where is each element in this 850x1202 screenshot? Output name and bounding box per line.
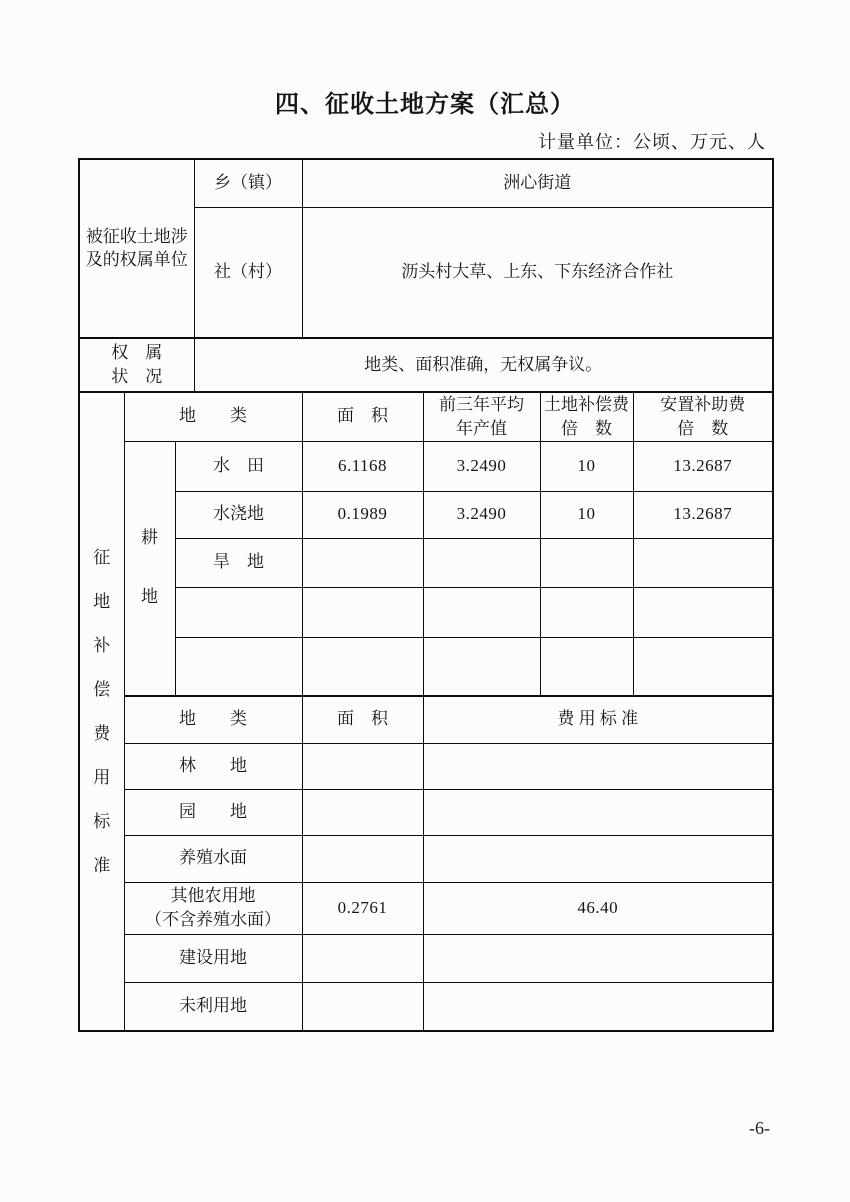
irrigated-area: 0.1989: [302, 491, 423, 538]
empty-cell: [633, 587, 773, 637]
land-type-construction: 建设用地: [124, 934, 302, 982]
compensation-section-vertical-text: [80, 393, 124, 1030]
table-header-row: [79, 392, 773, 441]
table-row: [79, 338, 773, 392]
land-type-forest: 林 地: [124, 743, 302, 789]
table-row: [79, 637, 773, 696]
empty-cell: [423, 637, 540, 696]
header-area-b: 面 积: [302, 696, 423, 744]
paddy-area: 6.1168: [302, 441, 423, 491]
ownership-units-label: 被征收土地涉及的权属单位: [79, 159, 194, 338]
empty-cell: [633, 637, 773, 696]
land-type-aquaculture: 养殖水面: [124, 835, 302, 882]
irrigated-resettle-multiplier: 13.2687: [633, 491, 773, 538]
header-land-comp-line2: 倍 数: [561, 418, 612, 438]
page-title: 四、征收土地方案（汇总）: [275, 91, 575, 118]
cultivated-land-group-label: [124, 441, 175, 696]
page-number: -6-: [749, 1118, 770, 1138]
tenure-status-value: 地类、面积准确，无权属争议。: [194, 338, 773, 392]
village-label: 社（村）: [194, 208, 302, 339]
table-row: [79, 835, 773, 882]
header-land-type-b: 地 类: [124, 696, 302, 744]
township-label: 乡（镇）: [194, 159, 302, 208]
table-row: [79, 491, 773, 538]
empty-cell: [540, 587, 633, 637]
table-row: [79, 159, 773, 208]
empty-cell: [302, 587, 423, 637]
tenure-status-label-line1: 权 属: [111, 343, 163, 363]
construction-fee: [423, 934, 773, 982]
empty-cell: [540, 637, 633, 696]
other-agricultural-line2: （不含养殖水面）: [145, 910, 281, 930]
other-agricultural-line1: 其他农用地: [170, 886, 256, 906]
table-row: [79, 538, 773, 587]
vertical-char: 标: [93, 811, 111, 831]
header-area-a: 面 积: [302, 392, 423, 441]
dry-land-comp-multiplier: [540, 538, 633, 587]
table-row: [79, 743, 773, 789]
garden-fee: [423, 789, 773, 835]
table-header-row: [79, 696, 773, 744]
paddy-avg-output: 3.2490: [423, 441, 540, 491]
aquaculture-area: [302, 835, 423, 882]
compensation-section-label: [79, 392, 124, 1031]
township-value: 洲心街道: [302, 159, 773, 208]
irrigated-avg-output: 3.2490: [423, 491, 540, 538]
paddy-resettle-multiplier: 13.2687: [633, 441, 773, 491]
table-row: [79, 789, 773, 835]
vertical-char: 耕: [141, 528, 158, 548]
units-note: 计量单位：公顷、万元、人: [538, 132, 766, 152]
header-land-comp-line1: 土地补偿费: [544, 395, 629, 414]
header-land-type-a: 地 类: [124, 392, 302, 441]
vertical-char: 偿: [93, 679, 111, 699]
header-fee-standard: 费 用 标 准: [423, 696, 773, 744]
unused-area: [302, 982, 423, 1031]
header-land-comp-multiplier: [540, 392, 633, 441]
dry-resettle-multiplier: [633, 538, 773, 587]
land-type-dry: 旱 地: [175, 538, 302, 587]
header-avg-output: [423, 392, 540, 441]
table-row: [79, 934, 773, 982]
vertical-char: 用: [93, 767, 111, 787]
other-agricultural-fee: 46.40: [423, 882, 773, 934]
table-row: [79, 882, 773, 934]
garden-area: [302, 789, 423, 835]
vertical-char: 补: [93, 635, 111, 655]
vertical-char: 征: [93, 547, 111, 567]
construction-area: [302, 934, 423, 982]
table-row: [79, 982, 773, 1031]
paddy-land-comp-multiplier: 10: [540, 441, 633, 491]
table-row: [79, 441, 773, 491]
header-resettle-multiplier: [633, 392, 773, 441]
land-type-irrigated: 水浇地: [175, 491, 302, 538]
land-type-garden: 园 地: [124, 789, 302, 835]
land-type-unused: 未利用地: [124, 982, 302, 1031]
header-resettle-line2: 倍 数: [677, 418, 729, 438]
forest-area: [302, 743, 423, 789]
land-type-other-agricultural: [124, 882, 302, 934]
header-avg-output-line2: 年产值: [456, 418, 507, 438]
vertical-char: 费: [93, 723, 111, 743]
tenure-status-label: [79, 338, 194, 392]
other-agricultural-area: 0.2761: [302, 882, 423, 934]
village-value: 沥头村大草、上东、下东经济合作社: [302, 208, 773, 339]
dry-avg-output: [423, 538, 540, 587]
irrigated-land-comp-multiplier: 10: [540, 491, 633, 538]
vertical-char: 准: [93, 855, 111, 875]
land-acquisition-table: [78, 158, 774, 1032]
cultivated-land-vertical-text: [125, 442, 175, 695]
vertical-char: 地: [141, 587, 158, 607]
header-avg-output-line1: 前三年平均: [439, 395, 524, 414]
tenure-status-label-line2: 状 况: [111, 367, 163, 386]
dry-area: [302, 538, 423, 587]
unused-fee: [423, 982, 773, 1031]
header-resettle-line1: 安置补助费: [660, 395, 746, 414]
table-row: [79, 587, 773, 637]
land-type-empty-2: [175, 637, 302, 696]
land-type-paddy: 水 田: [175, 441, 302, 491]
forest-fee: [423, 743, 773, 789]
empty-cell: [302, 637, 423, 696]
empty-cell: [423, 587, 540, 637]
land-type-empty-1: [175, 587, 302, 637]
vertical-char: 地: [93, 591, 111, 611]
aquaculture-fee: [423, 835, 773, 882]
